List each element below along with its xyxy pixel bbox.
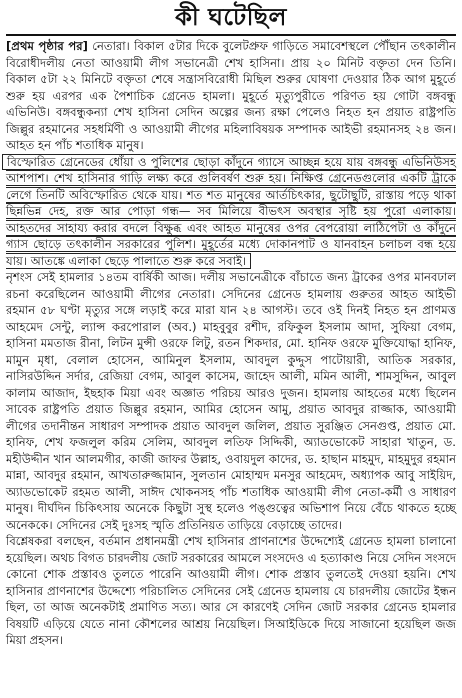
paragraph-3: নৃশংস সেই হামলার ১৪তম বার্ষিকী আজ। দলীয় সভানেত্রীকে বাঁচাতে জন্য ট্রাকের ওপর মানবঢাল রচনা করেছিলেন আওয়ামী লীগের নেতারা। সেদিনের গ্রেনেড হামলায় গুরুতর আহত আইভী রহমান ৫৮ ঘণ্টা মৃত্যুর সঙ্গে লড়াই করে মারা যান ২৪ আগস্ট। তবে ওই দিনই নিহত হন প্রাণমত্ত আহমেদ সেন্টু, ল্যান্স করপোরাল (অব.) মাহবুবুর রশীদ, রফিকুল ইসলাম আদা, সুফিয়া বেগম, হাসিনা মমতাজ রীনা, লিটন মুন্সী ওরফে লিটু, রতন শিকদার, মো. হানিফ ওরফে মুক্তিযোদ্ধা হানিফ, মামুন মৃধা, বেলাল হোসেন, আমিনুল ইসলাম, আবদুল কুদ্দুস পাটোয়ারী, আতিক সরকার, নাসিরউদ্দিন সর্দার, রেজিয়া বেগম, আবুল কাসেম, জাহেদ আলী, মমিন আলী, শামসুদ্দিন, আবুল কালাম আজাদ, ইছহাক মিয়া এবং অজ্ঞাত পরিচয় আরও দুজন। হামলায় আহতের মধ্যে ছিলেন সাবেক রাষ্ট্রপতি প্রয়াত জিল্লুর রহমান, আমির হোসেন আমু, প্রয়াত আবদুর রাজ্জাক, আওয়ামী লীগের তদানীন্তন সাধারণ সম্পাদক প্রয়াত আবদুল জলিল, প্রয়াত সুরঞ্জিত সেনগুপ্ত, প্রয়াত মো. হানিফ, শেখ ফজলুল করিম সেলিম, আবদুল লতিফ সিদ্দিকী, অ্যাডভোকেট সাহারা খাতুন, ড. মহীউদ্দীন খান আলমগীর, কাজী জাফর উল্লাহ, ওবায়দুল কাদের, ড. হাছান মাহমুদ, মাহমুদুর রহমান মান্না, আবদুর রহমান, আখতারুজ্জামান, সুলতান মোহাম্মদ মনসুর আহমেদ, অধ্যাপক আবু সাইয়িদ, অ্যাডভোকেট রহমত আলী, সাঈদ খোকনসহ পাঁচ শতাধিক আওয়ামী লীগ নেতা-কর্মী ও সাধারণ মানুষ। দীর্ঘদিন চিকিৎসায় অনেকে কিছুটা সুস্থ হলেও পঙ্গুত্বের অভিশাপ নিয়ে বেঁচে থাকতে হচ্ছে অনেককে। সেদিনের সেই দুঃসহ স্মৃতি প্রতিনিয়ত তাড়িয়ে বেড়াচ্ছে তাদের। — [6, 270, 456, 532]
paragraph-4: বিশ্লেষকরা বলছেন, বর্তমান প্রধানমন্ত্রী শেখ হাসিনার প্রাণনাশের উদ্দেশ্যেই গ্রেনেড হামলা চালানো হয়েছিল। অথচ বিগত চারদলীয় জোট সরকারের আমলে সংসদেও এ হত্যাকাণ্ড নিয়ে সেদিন সংসদে কোনো শোক প্রস্তাবও তুলতে পারেনি আওয়ামী লীগ। শোক প্রস্তাব তুলতেই দেওয়া হয়নি। শেখ হাসিনার প্রাণনাশের উদ্দেশ্যে পরিচালিত সেদিনের সেই গ্রেনেড হামলায় যে চারদলীয় জোটের ইন্ধন ছিল, তা আজ অনেকটাই প্রমাণিত সত্য। আর সে কারণেই সেদিন জোট সরকার গ্রেনেড হামলার বিষয়টি এড়িয়ে যেতে নানা কৌশলের আশ্রয় নিয়েছিল। সিআইডিকে দিয়ে সাজানো হয়েছিল জজ মিয়া প্রহসন। — [6, 534, 456, 647]
paragraph-2 — [6, 154, 456, 270]
paragraph-1 — [6, 38, 456, 154]
article-body — [6, 38, 456, 649]
newspaper-article — [0, 2, 462, 698]
paragraph-2-text: বিস্ফোরিত গ্রেনেডের ধোঁয়া ও পুলিশের ছোড়া কাঁদুনে গ্যাসে আচ্ছন্ন হয়ে যায় বঙ্গবন্ধু এভিনিউসহ আশপাশ। শেখ হাসিনার গাড়ি লক্ষ্য করে গুলিবর্ষণ শুরু হয়। নিক্ষিপ্ত গ্রেনেডগুলোর একটি ট্রাকে লেগে তিনটি অবিস্ফোরিত থেকে যায়। শত শত মানুষের আর্তচিৎকার, ছুটোছুটি, রাস্তায় পড়ে থাকা ছিন্নভিন্ন দেহ, রক্ত আর পোড়া গন্ধ— সব মিলিয়ে বীভৎস অবস্থার সৃষ্টি হয় পুরো এলাকায়। আহতদের সাহায্য করার বদলে বিক্ষুব্ধ এবং আহত মানুষের ওপর বেপরোয়া লাঠিপেটা ও কাঁদুনে গ্যাস ছোড়ে তৎকালীন সরকারের পুলিশ। মুহূর্তের মধ্যে দোকানপাট ও যানবাহন চলাচল বন্ধ হয়ে যায়। আতঙ্কে এলাকা ছেড়ে পালাতে শুরু করে সবাই। — [2, 154, 456, 269]
paragraph-1-text: নেতারা। বিকাল ৫টার দিকে বুলেটপ্রুফ গাড়িতে সমাবেশস্থলে পৌঁছান তৎকালীন বিরোধীদলীয় নেতা আওয়ামী লীগ সভানেত্রী শেখ হাসিনা। প্রায় ২০ মিনিট বক্তৃতা দেন তিনি। বিকাল ৫টা ২২ মিনিটে বক্তৃতা শেষে সন্ত্রাসবিরোধী মিছিল শুরুর ঘোষণা দেওয়ার ঠিক আগ মুহূর্তে শুরু হয় এরপর এক পৈশাচিক গ্রেনেড হামলা। মুহূর্তে মৃত্যুপুরীতে পরিণত হয় গোটা বঙ্গবন্ধু এভিনিউ। বঙ্গবন্ধুকন্যা শেখ হাসিনা সেদিন অল্পের জন্য রক্ষা পেলেও নিহত হন প্রয়াত রাষ্ট্রপতি জিল্লুর রহমানের সহধর্মিণী ও আওয়ামী লীগের মহিলাবিষয়ক সম্পাদক আইভী রহমানসহ ২৪ জন। আহত হন পাঁচ শতাধিক মানুষ। — [6, 39, 456, 152]
continued-from-front-page-tag: [প্রথম পৃষ্ঠার পর] — [6, 39, 88, 53]
headline-divider — [6, 34, 456, 36]
article-headline: কী ঘটেছিল — [175, 3, 287, 31]
